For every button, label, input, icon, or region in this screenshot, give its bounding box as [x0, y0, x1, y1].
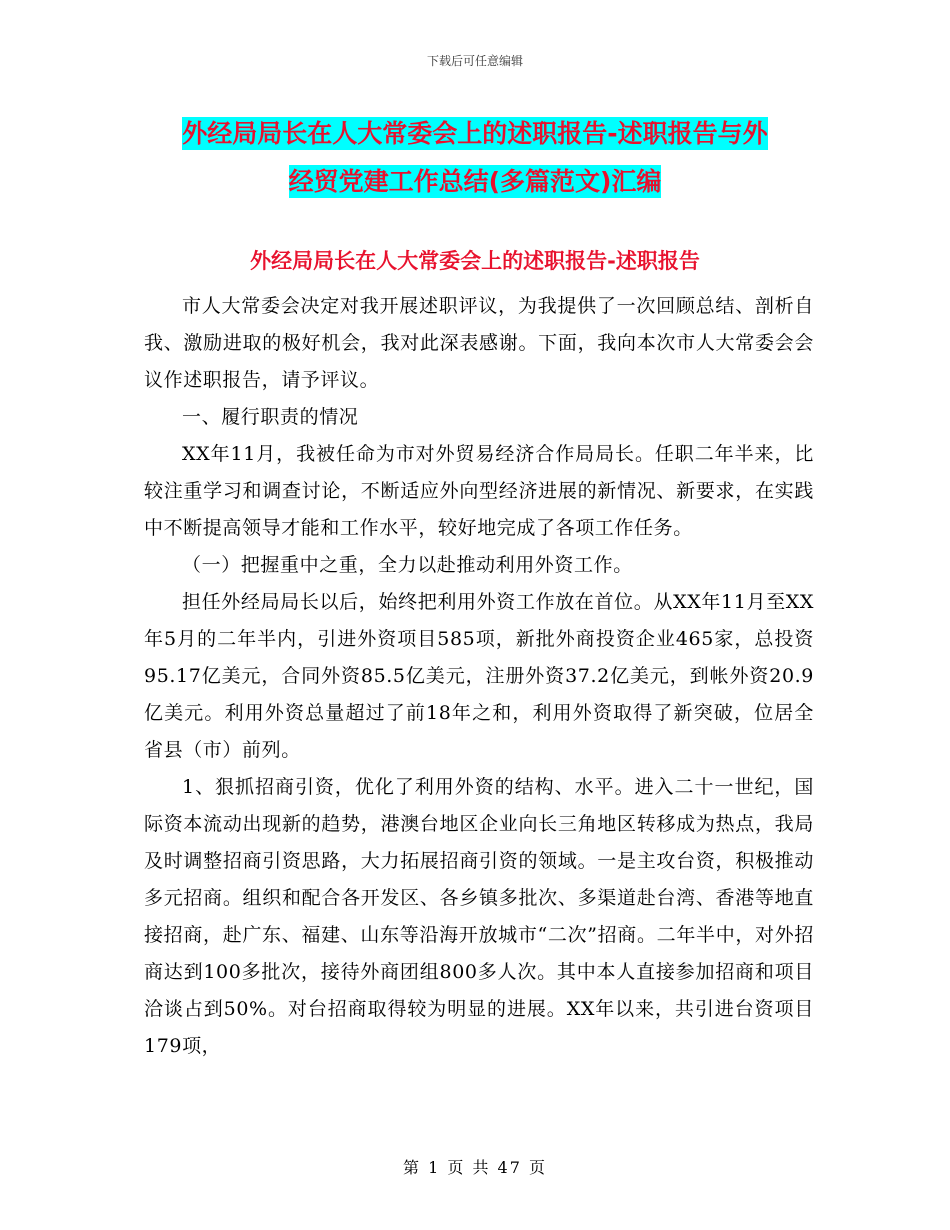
- document-title-line-1: 外经局局长在人大常委会上的述职报告-述职报告与外: [182, 119, 768, 148]
- document-title: [0, 110, 950, 206]
- document-title-line-2: 经贸党建工作总结(多篇范文)汇编: [288, 167, 662, 196]
- paragraph-subheading-foreign-investment: （一）把握重中之重，全力以赴推动利用外资工作。: [182, 554, 633, 576]
- page-number: 第 1 页 共 47 页: [403, 1158, 547, 1177]
- document-body: [144, 288, 814, 1065]
- paragraph-investment-promotion: 1、狠抓招商引资，优化了利用外资的结构、水平。进入二十一世纪，国际资本流动出现新的趋势，港澳台地区企业向长三角地区转移成为热点，我局及时调整招商引资思路，大力拓展招商引资的领域。一是主攻台资，积极推动多元招商。组织和配合各开发区、各乡镇多批次、多渠道赴台湾、香港等地直接招商，赴广东、福建、山东等沿海开放城市“二次”招商。二年半中，对外招商达到100多批次，接待外商团组800多人次。其中本人直接参加招商和项目洽谈占到50%。对台招商取得较为明显的进展。XX年以来，共引进台资项目179项，: [144, 776, 814, 1057]
- paragraph-appointment: XX年11月，我被任命为市对外贸易经济合作局局长。任职二年半来，比较注重学习和调查讨论，不断适应外向型经济进展的新情况、新要求，在实践中不断提高领导才能和工作水平，较好地完成了各项工作任务。: [144, 443, 814, 539]
- paragraph-heading-duties: 一、履行职责的情况: [182, 406, 359, 428]
- section-title: 外经局局长在人大常委会上的述职报告-述职报告: [250, 249, 700, 273]
- paragraph-intro: 市人大常委会决定对我开展述职评议，为我提供了一次回顾总结、剖析自我、激励进取的极好机会，我对此深表感谢。下面，我向本次市人大常委会会议作述职报告，请予评议。: [144, 295, 814, 391]
- page-header-note: 下载后可任意编辑: [426, 54, 523, 68]
- paragraph-investment-results: 担任外经局局长以后，始终把利用外资工作放在首位。从XX年11月至XX年5月的二年半内，引进外资项目585项，新批外商投资企业465家，总投资95.17亿美元，合同外资85.5亿美元，注册外资37.2亿美元，到帐外资20.9亿美元。利用外资总量超过了前18年之和，利用外资取得了新突破，位居全省县（市）前列。: [144, 591, 814, 761]
